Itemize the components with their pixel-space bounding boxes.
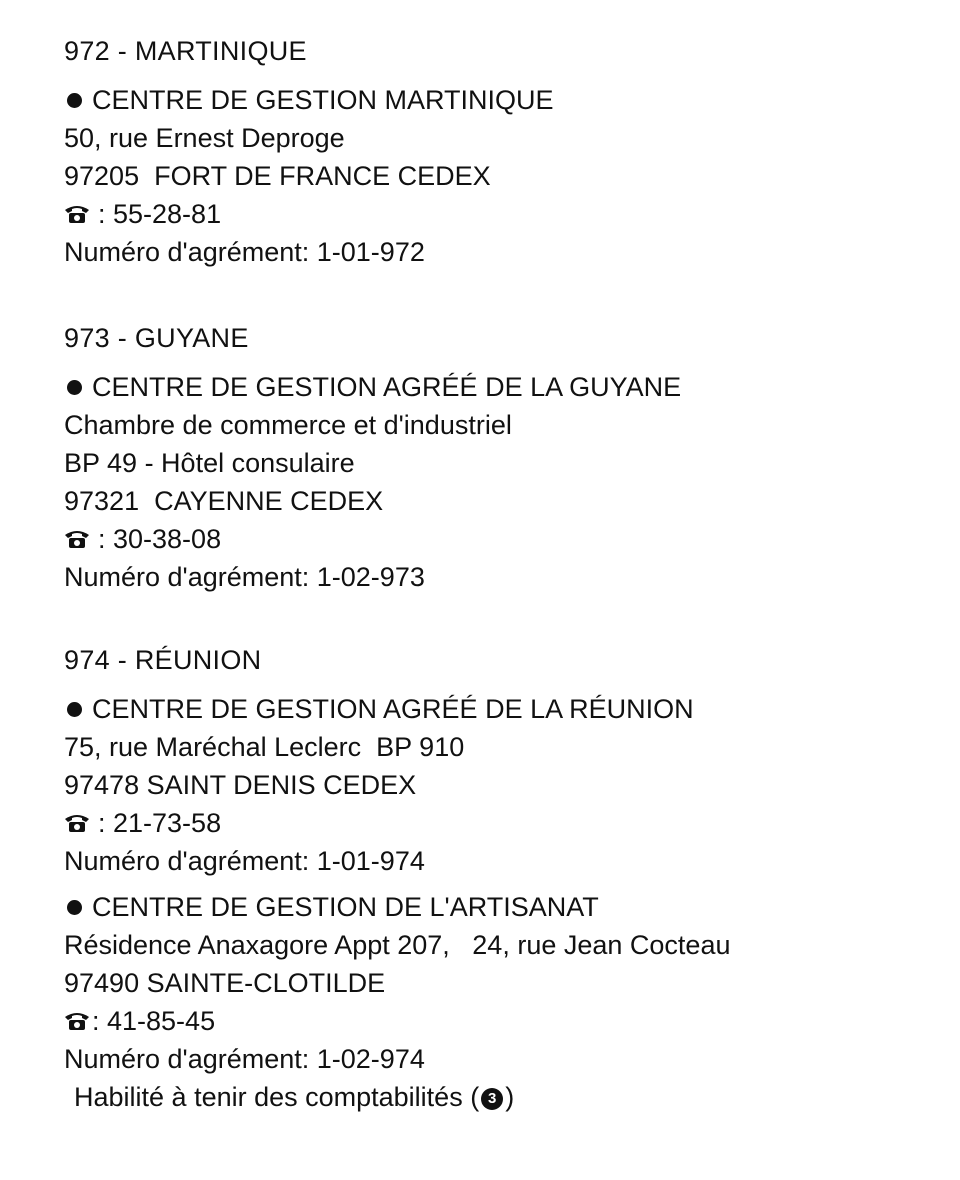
address-line: Résidence Anaxagore Appt 207, 24, rue Jean Cocteau xyxy=(64,930,731,960)
entry-name-row xyxy=(64,368,920,406)
section-heading: 972 - MARTINIQUE xyxy=(64,36,307,66)
agrement-number: Numéro d'agrément: 1-02-974 xyxy=(64,1044,425,1074)
habilitation-note xyxy=(74,1078,920,1116)
address-line: 97321 CAYENNE CEDEX xyxy=(64,486,384,516)
address-line: 97478 SAINT DENIS CEDEX xyxy=(64,770,417,800)
agrement-number: Numéro d'agrément: 1-01-974 xyxy=(64,846,425,876)
address-line: Chambre de commerce et d'industriel xyxy=(64,410,512,440)
address-line: 50, rue Ernest Deproge xyxy=(64,123,345,153)
entry-name-row xyxy=(64,81,920,119)
section-martinique xyxy=(64,33,920,279)
entry-centre-reunion xyxy=(64,690,920,880)
bullet-icon xyxy=(67,93,82,108)
address-line: 97490 SAINTE-CLOTILDE xyxy=(64,968,386,998)
entry-centre-martinique xyxy=(64,81,920,271)
section-heading: 973 - GUYANE xyxy=(64,323,249,353)
telephone-icon xyxy=(64,813,90,833)
section-guyane xyxy=(64,320,920,604)
entry-name: CENTRE DE GESTION AGRÉÉ DE LA GUYANE xyxy=(92,372,682,402)
address-line: 75, rue Maréchal Leclerc BP 910 xyxy=(64,732,465,762)
entry-name-row xyxy=(64,690,920,728)
phone-row xyxy=(64,195,920,233)
entry-centre-artisanat xyxy=(64,888,920,1116)
circled-number-icon: 3 xyxy=(481,1088,503,1110)
address-line: BP 49 - Hôtel consulaire xyxy=(64,448,355,478)
bullet-icon xyxy=(67,900,82,915)
phone-row xyxy=(64,1002,920,1040)
phone-row xyxy=(64,804,920,842)
telephone-icon xyxy=(64,529,90,549)
entry-name: CENTRE DE GESTION DE L'ARTISANAT xyxy=(92,892,599,922)
entry-centre-guyane xyxy=(64,368,920,596)
phone-number: : 21-73-58 xyxy=(98,808,222,838)
phone-number: : 55-28-81 xyxy=(98,199,222,229)
note-suffix: ) xyxy=(505,1082,515,1112)
bullet-icon xyxy=(67,380,82,395)
phone-number: : 41-85-45 xyxy=(92,1006,216,1036)
entry-name-row xyxy=(64,888,920,926)
phone-number: : 30-38-08 xyxy=(98,524,222,554)
telephone-icon xyxy=(64,1011,90,1031)
phone-row xyxy=(64,520,920,558)
section-reunion xyxy=(64,642,920,1124)
agrement-number: Numéro d'agrément: 1-02-973 xyxy=(64,562,425,592)
section-heading: 974 - RÉUNION xyxy=(64,645,262,675)
note-prefix: Habilité à tenir des comptabilités ( xyxy=(74,1082,480,1112)
telephone-icon xyxy=(64,204,90,224)
entry-name: CENTRE DE GESTION AGRÉÉ DE LA RÉUNION xyxy=(92,694,694,724)
entry-name: CENTRE DE GESTION MARTINIQUE xyxy=(92,85,554,115)
bullet-icon xyxy=(67,702,82,717)
address-line: 97205 FORT DE FRANCE CEDEX xyxy=(64,161,491,191)
agrement-number: Numéro d'agrément: 1-01-972 xyxy=(64,237,425,267)
